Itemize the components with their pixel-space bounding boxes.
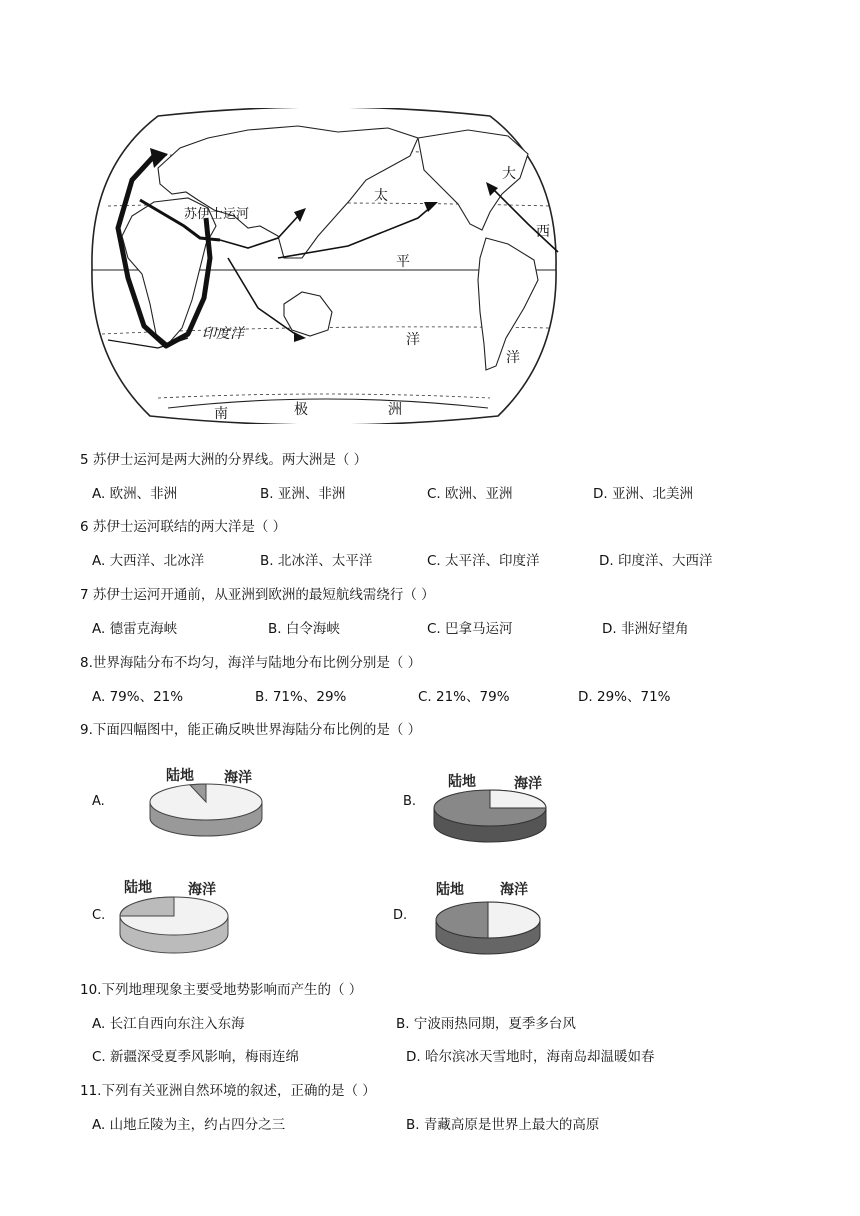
pie-a-letter[interactable]: A. [92,794,105,809]
label-atlantic-1: 大 [502,166,516,182]
question-7-option-a[interactable]: A. 德雷克海峡 [92,621,178,637]
pie-b-land-label: 陆地 [448,774,476,790]
question-6-stem: 6 苏伊士运河联结的两大洋是（ ） [80,519,287,535]
label-antarctica-3: 洲 [388,402,402,418]
question-5-option-b[interactable]: B. 亚洲、非洲 [260,486,346,502]
question-8-stem: 8.世界海陆分布不均匀，海洋与陆地分布比例分别是（ ） [80,655,422,671]
pie-a-ocean-label: 海洋 [224,770,252,786]
label-pacific-2: 平 [396,254,410,270]
world-map-figure [88,108,560,424]
question-10-option-a[interactable]: A. 长江自西向东注入东海 [92,1016,245,1032]
pie-c-figure [114,876,234,960]
question-6-option-b[interactable]: B. 北冰洋、太平洋 [260,553,373,569]
label-antarctica-1: 南 [214,406,228,422]
question-7-option-d[interactable]: D. 非洲好望角 [602,621,689,637]
question-8-option-b[interactable]: B. 71%、29% [255,689,347,705]
question-11-option-a[interactable]: A. 山地丘陵为主，约占四分之三 [92,1117,286,1133]
pie-c-letter[interactable]: C. [92,908,106,923]
question-10-option-c[interactable]: C. 新疆深受夏季风影响，梅雨连绵 [92,1049,300,1065]
label-indian-ocean: 印度洋 [202,326,244,342]
pie-c-land-label: 陆地 [124,880,152,896]
pie-d-figure [430,880,546,960]
label-antarctica-2: 极 [294,402,308,418]
question-5-stem: 5 苏伊士运河是两大洲的分界线。两大洲是（ ） [80,452,368,468]
question-11-stem: 11.下列有关亚洲自然环境的叙述，正确的是（ ） [80,1083,376,1099]
question-10-stem: 10.下列地理现象主要受地势影响而产生的（ ） [80,982,363,998]
question-7-stem: 7 苏伊士运河开通前，从亚洲到欧洲的最短航线需绕行（ ） [80,587,435,603]
question-5-option-d[interactable]: D. 亚洲、北美洲 [593,486,693,502]
question-8-option-a[interactable]: A. 79%、21% [92,689,184,705]
pie-c-ocean-label: 海洋 [188,882,216,898]
label-suez-canal: 苏伊士运河 [184,207,250,222]
question-6-option-d[interactable]: D. 印度洋、大西洋 [599,553,713,569]
pie-b-letter[interactable]: B. [403,794,417,809]
question-5-option-a[interactable]: A. 欧洲、非洲 [92,486,178,502]
pie-b-ocean-label: 海洋 [514,776,542,792]
pie-d-ocean-label: 海洋 [500,882,528,898]
question-8-option-c[interactable]: C. 21%、79% [418,689,510,705]
question-11-option-b[interactable]: B. 青藏高原是世界上最大的高原 [406,1117,600,1133]
question-6-option-c[interactable]: C. 太平洋、印度洋 [427,553,540,569]
pie-a-land-label: 陆地 [166,768,194,784]
label-atlantic-2: 西 [536,224,550,240]
question-6-option-a[interactable]: A. 大西洋、北冰洋 [92,553,205,569]
pie-a-figure [140,762,272,842]
label-pacific-1: 太 [374,188,388,204]
pie-d-land-label: 陆地 [436,882,464,898]
pie-d-letter[interactable]: D. [393,908,408,923]
question-7-option-c[interactable]: C. 巴拿马运河 [427,621,513,637]
question-9-stem: 9.下面四幅图中，能正确反映世界海陆分布比例的是（ ） [80,722,422,738]
question-5-option-c[interactable]: C. 欧洲、亚洲 [427,486,513,502]
pie-b-figure [428,770,552,846]
question-10-option-b[interactable]: B. 宁波雨热同期，夏季多台风 [396,1016,576,1032]
label-pacific-3: 洋 [406,332,420,348]
question-8-option-d[interactable]: D. 29%、71% [578,689,671,705]
question-7-option-b[interactable]: B. 白令海峡 [268,621,340,637]
question-10-option-d[interactable]: D. 哈尔滨冰天雪地时，海南岛却温暖如春 [406,1049,655,1065]
label-atlantic-3: 洋 [506,350,520,366]
